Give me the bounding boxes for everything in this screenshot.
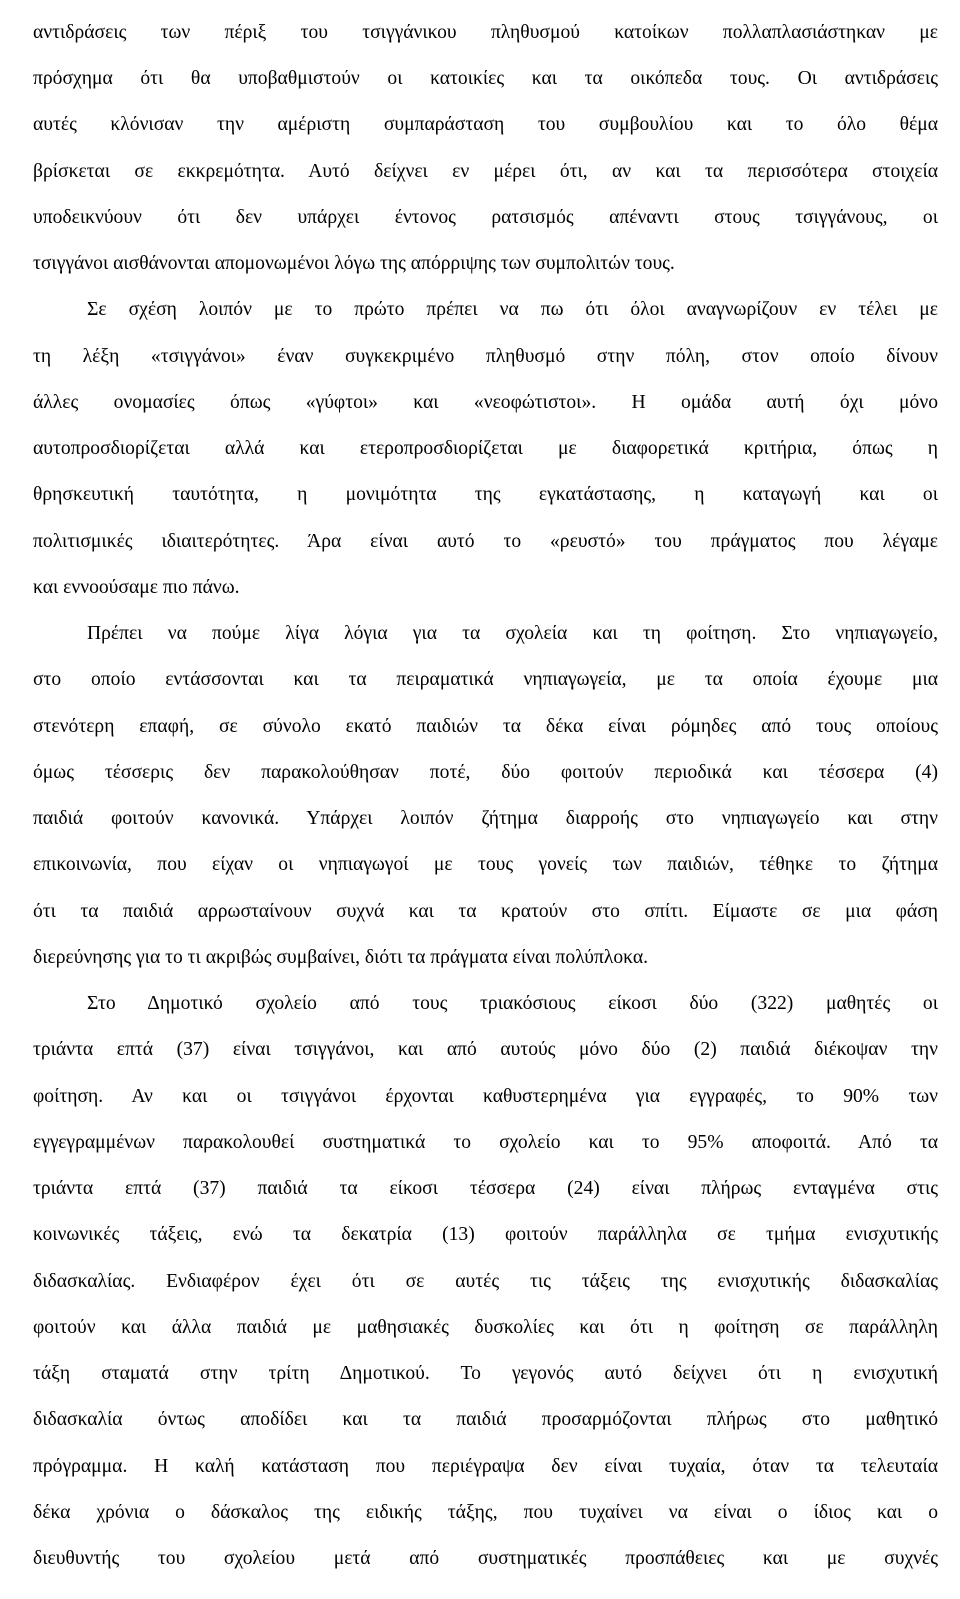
text-line: τη λέξη «τσιγγάνοι» έναν συγκεκριμένο πληθυσμό στην πόλη, στον οποίο δίνουν: [33, 346, 938, 367]
text-line: πρόσχημα ότι θα υποβαθμιστούν οι κατοικίες και τα οικόπεδα τους. Οι αντιδράσεις: [33, 68, 938, 89]
text-line: αυτές κλόνισαν την αμέριστη συμπαράσταση του συμβουλίου και το όλο θέμα: [33, 114, 938, 135]
text-line: διευθυντής του σχολείου μετά από συστηματικές προσπάθειες και με συχνές: [33, 1548, 938, 1569]
text-line: υποδεικνύουν ότι δεν υπάρχει έντονος ρατσισμός απέναντι στους τσιγγάνους, οι: [33, 207, 938, 228]
text-line: ότι τα παιδιά αρρωσταίνουν συχνά και τα κρατούν στο σπίτι. Είμαστε σε μια φάση: [33, 901, 938, 922]
text-line: βρίσκεται σε εκκρεμότητα. Αυτό δείχνει εν μέρει ότι, αν και τα περισσότερα στοιχεία: [33, 161, 938, 182]
text-line: διδασκαλία όντως αποδίδει και τα παιδιά προσαρμόζονται πλήρως στο μαθητικό: [33, 1409, 938, 1430]
text-line: πρόγραμμα. Η καλή κατάσταση που περιέγραψα δεν είναι τυχαία, όταν τα τελευταία: [33, 1456, 938, 1477]
text-line: αυτοπροσδιορίζεται αλλά και ετεροπροσδιορίζεται με διαφορετικά κριτήρια, όπως η: [33, 438, 938, 459]
text-line: και εννοούσαμε πιο πάνω.: [33, 577, 240, 598]
text-line: παιδιά φοιτούν κανονικά. Υπάρχει λοιπόν ζήτημα διαρροής στο νηπιαγωγείο και στην: [33, 808, 938, 829]
text-line: θρησκευτική ταυτότητα, η μονιμότητα της εγκατάστασης, η καταγωγή και οι: [33, 484, 938, 505]
text-line: κοινωνικές τάξεις, ενώ τα δεκατρία (13) φοιτούν παράλληλα σε τμήμα ενισχυτικής: [33, 1224, 938, 1245]
text-line: άλλες ονομασίες όπως «γύφτοι» και «νεοφώτιστοι». Η ομάδα αυτή όχι μόνο: [33, 392, 938, 413]
text-line: διερεύνησης για το τι ακριβώς συμβαίνει, διότι τα πράγματα είναι πολύπλοκα.: [33, 947, 649, 968]
text-line: φοιτούν και άλλα παιδιά με μαθησιακές δυσκολίες και ότι η φοίτηση σε παράλληλη: [33, 1317, 938, 1338]
paragraph-first-line: Σε σχέση λοιπόν με το πρώτο πρέπει να πω ότι όλοι αναγνωρίζουν εν τέλει με: [87, 299, 938, 320]
text-line: τριάντα επτά (37) παιδιά τα είκοσι τέσσερα (24) είναι πλήρως ενταγμένα στις: [33, 1178, 938, 1199]
text-line: φοίτηση. Αν και οι τσιγγάνοι έρχονται καθυστερημένα για εγγραφές, το 90% των: [33, 1086, 938, 1107]
text-line: όμως τέσσερις δεν παρακολούθησαν ποτέ, δύο φοιτούν περιοδικά και τέσσερα (4): [33, 762, 938, 783]
text-line: πολιτισμικές ιδιαιτερότητες. Άρα είναι αυτό το «ρευστό» του πράγματος που λέγαμε: [33, 531, 938, 552]
text-line: τάξη σταματά στην τρίτη Δημοτικού. Το γεγονός αυτό δείχνει ότι η ενισχυτική: [33, 1363, 938, 1384]
text-line: στο οποίο εντάσσονται και τα πειραματικά νηπιαγωγεία, με τα οποία έχουμε μια: [33, 669, 938, 690]
text-line: τριάντα επτά (37) είναι τσιγγάνοι, και από αυτούς μόνο δύο (2) παιδιά διέκοψαν την: [33, 1039, 938, 1060]
text-line: επικοινωνία, που είχαν οι νηπιαγωγοί με τους γονείς των παιδιών, τέθηκε το ζήτημα: [33, 854, 938, 875]
text-line: στενότερη επαφή, σε σύνολο εκατό παιδιών τα δέκα είναι ρόμηδες από τους οποίους: [33, 716, 938, 737]
text-line: εγγεγραμμένων παρακολουθεί συστηματικά το σχολείο και το 95% αποφοιτά. Από τα: [33, 1132, 938, 1153]
paragraph-first-line: Στο Δημοτικό σχολείο από τους τριακόσιους είκοσι δύο (322) μαθητές οι: [87, 993, 938, 1014]
paragraph-first-line: Πρέπει να πούμε λίγα λόγια για τα σχολεία και τη φοίτηση. Στο νηπιαγωγείο,: [87, 623, 938, 644]
text-line: αντιδράσεις των πέριξ του τσιγγάνικου πληθυσμού κατοίκων πολλαπλασιάστηκαν με: [33, 22, 938, 43]
text-line: διδασκαλίας. Ενδιαφέρον έχει ότι σε αυτές τις τάξεις της ενισχυτικής διδασκαλίας: [33, 1271, 938, 1292]
text-line: τσιγγάνοι αισθάνονται απομονωμένοι λόγω της απόρριψης των συμπολιτών τους.: [33, 253, 675, 274]
text-line: δέκα χρόνια ο δάσκαλος της ειδικής τάξης, που τυχαίνει να είναι ο ίδιος και ο: [33, 1502, 938, 1523]
